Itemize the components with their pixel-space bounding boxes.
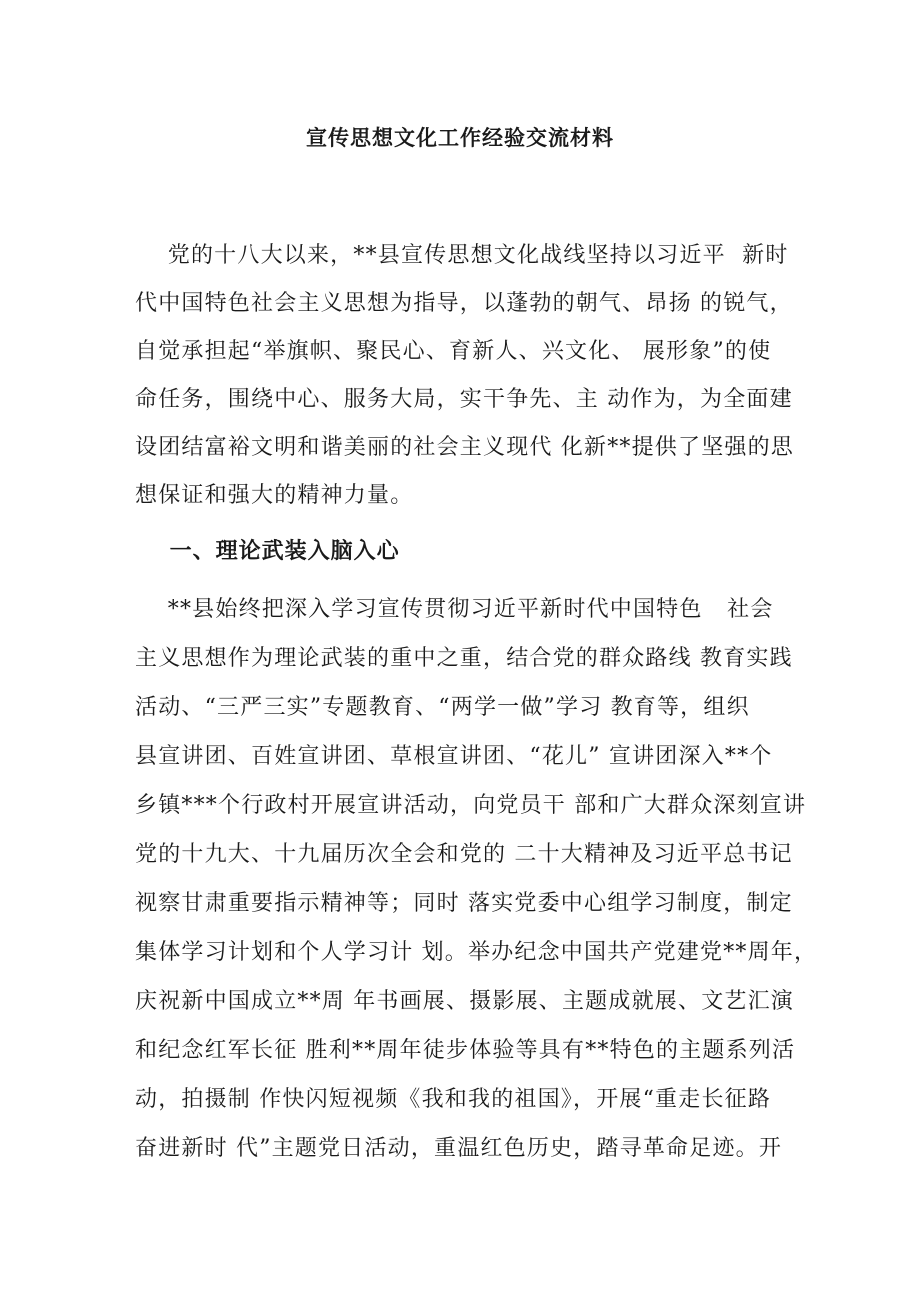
section1-line: 动，拍摄制 作快闪短视频《我和我的祖国》，开展“重走长征路: [135, 1087, 772, 1112]
section1-line: 和纪念红军长征 胜利**周年徒步体验等具有**特色的主题系列活: [135, 1038, 796, 1063]
section1-line: 党的十九大、十九届历次全会和党的 二十大精神及习近平总书记: [135, 842, 793, 867]
intro-line: 命任务，围绕中心、服务大局，实干争先、主 动作为，为全面建: [135, 387, 793, 412]
section1-line: 庆祝新中国成立**周 年书画展、摄影展、主题成就展、文艺汇演: [135, 989, 794, 1014]
intro-line: 想保证和强大的精神力量。: [135, 483, 414, 508]
intro-line: 党的十八大以来，**县宣传思想文化战线坚持以习近平 新时: [135, 243, 789, 268]
intro-line: 代中国特色社会主义思想为指导，以蓬勃的朝气、昂扬 的锐气，: [135, 291, 793, 316]
section-heading: 一、理论武装入脑入心: [135, 539, 400, 564]
section1-line: 乡镇***个行政村开展宣讲活动，向党员干 部和广大群众深刻宣讲: [135, 793, 807, 818]
section1-line: 主义思想作为理论武装的重中之重，结合党的群众路线 教育实践: [135, 646, 793, 671]
section1-line: 集体学习计划和个人学习计 划。举办纪念中国共产党建党**周年，: [135, 940, 818, 965]
section1-line: **县始终把深入学习宣传贯彻习近平新时代中国特色 社会: [135, 597, 774, 622]
document-title: 宣传思想文化工作经验交流材料: [306, 126, 614, 150]
section1-line: 视察甘肃重要指示精神等；同时 落实党委中心组学习制度，制定: [135, 891, 793, 916]
intro-line: 设团结富裕文明和谐美丽的社会主义现代 化新**提供了坚强的思: [135, 435, 794, 460]
intro-line: 自觉承担起“举旗帜、聚民心、育新人、兴文化、 展形象”的使: [135, 339, 772, 364]
section1-line: 活动、“三严三实”专题教育、“两学一做”学习 教育等，组织: [135, 695, 750, 720]
section1-line: 奋进新时 代”主题党日活动，重温红色历史，踏寻革命足迹。开: [135, 1136, 783, 1161]
section1-line: 县宣讲团、百姓宣讲团、草根宣讲团、“花儿” 宣讲团深入**个: [135, 744, 773, 769]
